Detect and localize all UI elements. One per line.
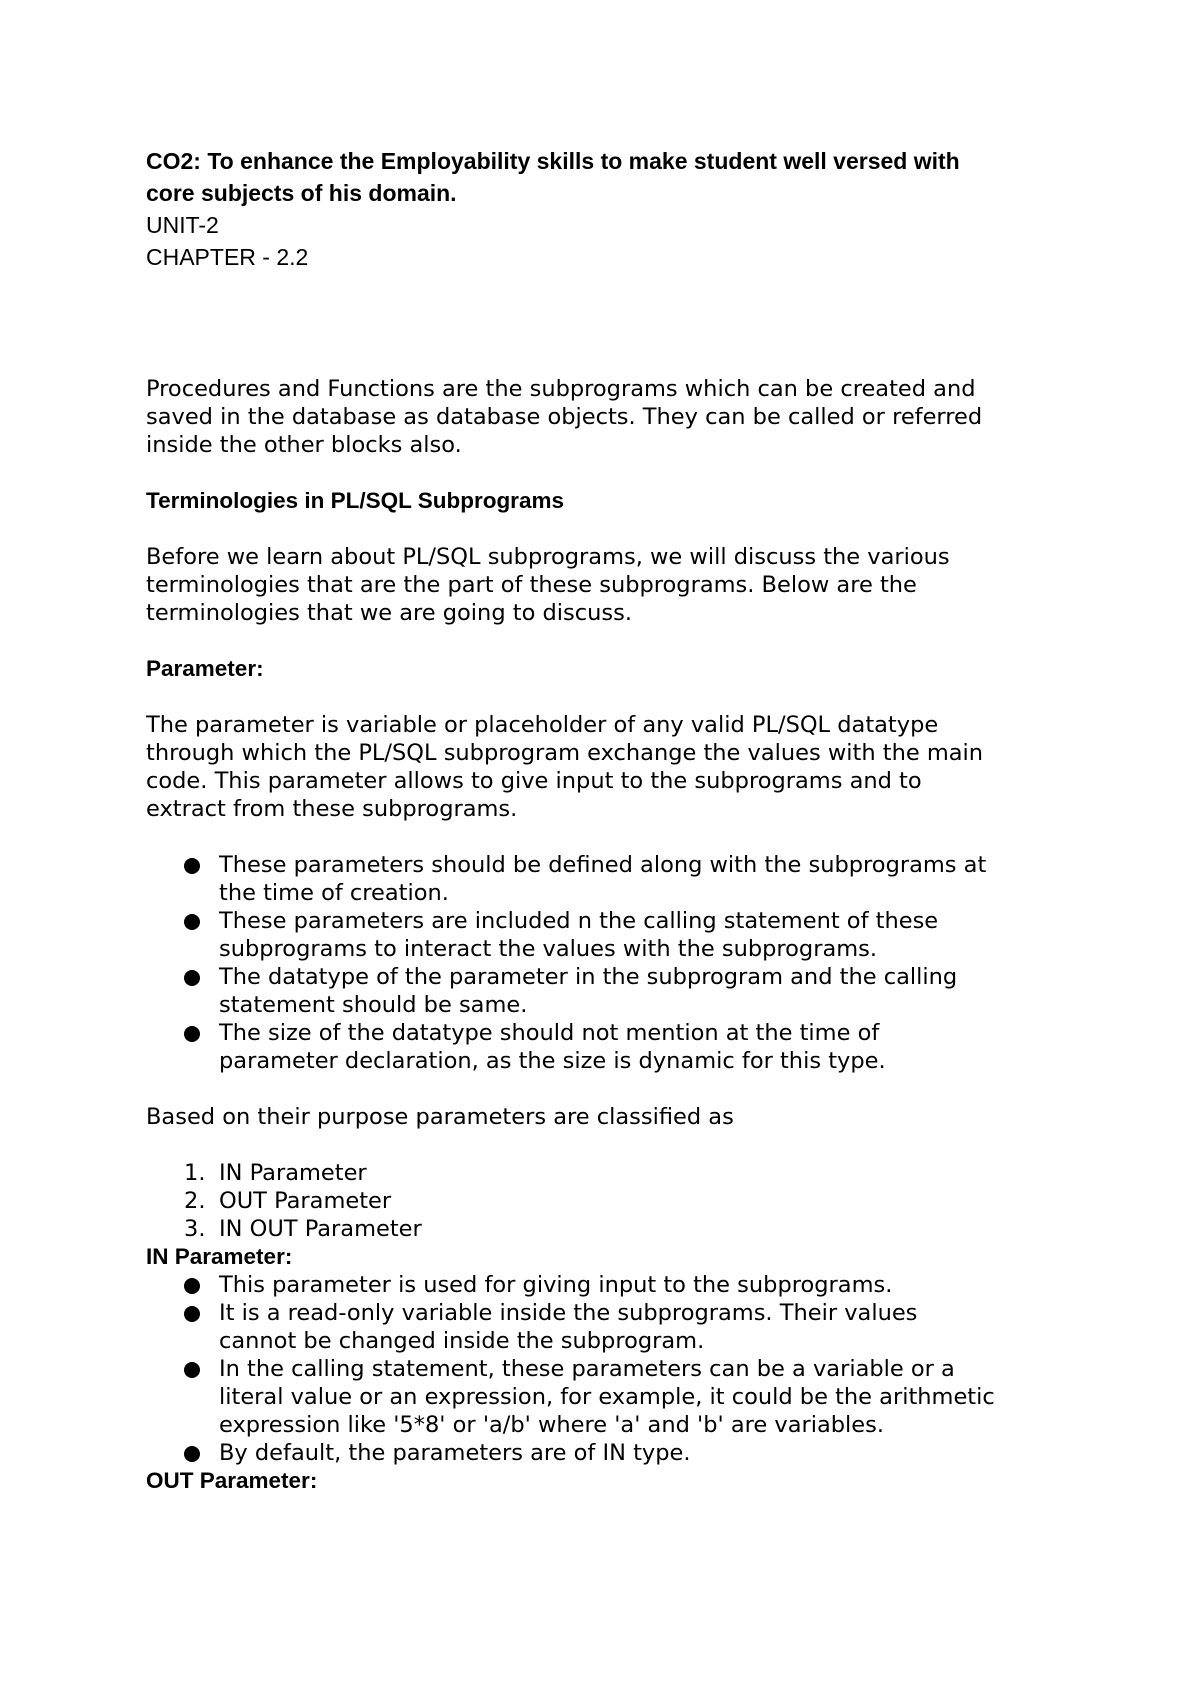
parameter-line-4: extract from these subprograms.: [146, 796, 518, 822]
bullet-icon: [184, 1306, 200, 1322]
bullet-line: This parameter is used for giving input to the subprograms.: [219, 1272, 893, 1298]
list-item: [146, 851, 1076, 907]
terminologies-line-2: terminologies that are the part of these subprograms. Below are the: [146, 572, 917, 598]
bullet-line: literal value or an expression, for example, it could be the arithmetic: [219, 1384, 995, 1410]
intro-line-2: saved in the database as database objects. They can be called or referred: [146, 404, 983, 430]
spacer: [146, 1131, 1076, 1159]
list-item: [146, 1299, 1076, 1355]
terminologies-heading: Terminologies in PL/SQL Subprograms: [146, 488, 564, 513]
classified-intro: Based on their purpose parameters are classified as: [146, 1104, 734, 1130]
in-parameter-heading: IN Parameter:: [146, 1244, 293, 1269]
bullet-line: The size of the datatype should not mention at the time of: [219, 1020, 880, 1046]
bullet-line: parameter declaration, as the size is dynamic for this type.: [219, 1048, 886, 1074]
bullet-line: By default, the parameters are of IN type.: [219, 1440, 691, 1466]
bullet-icon: [184, 1278, 200, 1294]
parameter-types-list: [146, 1159, 1076, 1243]
document-content: [146, 145, 1076, 1495]
list-number: 2.: [184, 1188, 206, 1214]
bullet-icon: [184, 1362, 200, 1378]
list-label: IN Parameter: [219, 1160, 367, 1186]
chapter-label: CHAPTER - 2.2: [146, 244, 309, 270]
course-outcome-line-2: core subjects of his domain.: [146, 180, 457, 206]
list-item: [146, 1355, 1076, 1439]
spacer: [146, 515, 1076, 543]
list-item: [146, 963, 1076, 1019]
spacer: [146, 459, 1076, 487]
list-item: [146, 1215, 1076, 1243]
terminologies-line-1: Before we learn about PL/SQL subprograms, we will discuss the various: [146, 544, 950, 570]
parameter-heading: Parameter:: [146, 656, 264, 681]
out-parameter-heading: OUT Parameter:: [146, 1468, 318, 1493]
bullet-line: expression like '5*8' or 'a/b' where 'a' and 'b' are variables.: [219, 1412, 885, 1438]
list-item: [146, 907, 1076, 963]
bullet-line: subprograms to interact the values with the subprograms.: [219, 936, 878, 962]
bullet-line: It is a read-only variable inside the subprograms. Their values: [219, 1300, 918, 1326]
bullet-line: the time of creation.: [219, 880, 449, 906]
bullet-line: statement should be same.: [219, 992, 528, 1018]
spacer: [146, 683, 1076, 711]
list-item: [146, 1019, 1076, 1075]
in-parameter-bullet-list: [146, 1271, 1076, 1467]
list-item: [146, 1187, 1076, 1215]
bullet-icon: [184, 1446, 200, 1462]
bullet-line: These parameters are included n the calling statement of these: [219, 908, 939, 934]
parameter-line-3: code. This parameter allows to give input to the subprograms and to: [146, 768, 922, 794]
list-item: [146, 1439, 1076, 1467]
intro-line-3: inside the other blocks also.: [146, 432, 462, 458]
list-number: 3.: [184, 1216, 206, 1242]
intro-line-1: Procedures and Functions are the subprograms which can be created and: [146, 376, 976, 402]
list-item: [146, 1159, 1076, 1187]
spacer: [146, 1075, 1076, 1103]
list-label: OUT Parameter: [219, 1188, 392, 1214]
parameter-line-1: The parameter is variable or placeholder of any valid PL/SQL datatype: [146, 712, 939, 738]
list-number: 1.: [184, 1160, 206, 1186]
bullet-line: The datatype of the parameter in the subprogram and the calling: [219, 964, 958, 990]
parameter-bullet-list: [146, 851, 1076, 1075]
course-outcome-line-1: CO2: To enhance the Employability skills to make student well versed with: [146, 148, 960, 174]
unit-label: UNIT-2: [146, 212, 219, 238]
bullet-icon: [184, 914, 200, 930]
parameter-line-2: through which the PL/SQL subprogram exchange the values with the main: [146, 740, 984, 766]
bullet-line: cannot be changed inside the subprogram.: [219, 1328, 705, 1354]
list-item: [146, 1271, 1076, 1299]
bullet-icon: [184, 1026, 200, 1042]
list-label: IN OUT Parameter: [219, 1216, 422, 1242]
bullet-icon: [184, 858, 200, 874]
bullet-icon: [184, 970, 200, 986]
bullet-line: These parameters should be defined along with the subprograms at: [219, 852, 987, 878]
bullet-line: In the calling statement, these parameters can be a variable or a: [219, 1356, 955, 1382]
spacer: [146, 823, 1076, 851]
terminologies-line-3: terminologies that we are going to discuss.: [146, 600, 632, 626]
spacer: [146, 273, 1076, 375]
spacer: [146, 627, 1076, 655]
